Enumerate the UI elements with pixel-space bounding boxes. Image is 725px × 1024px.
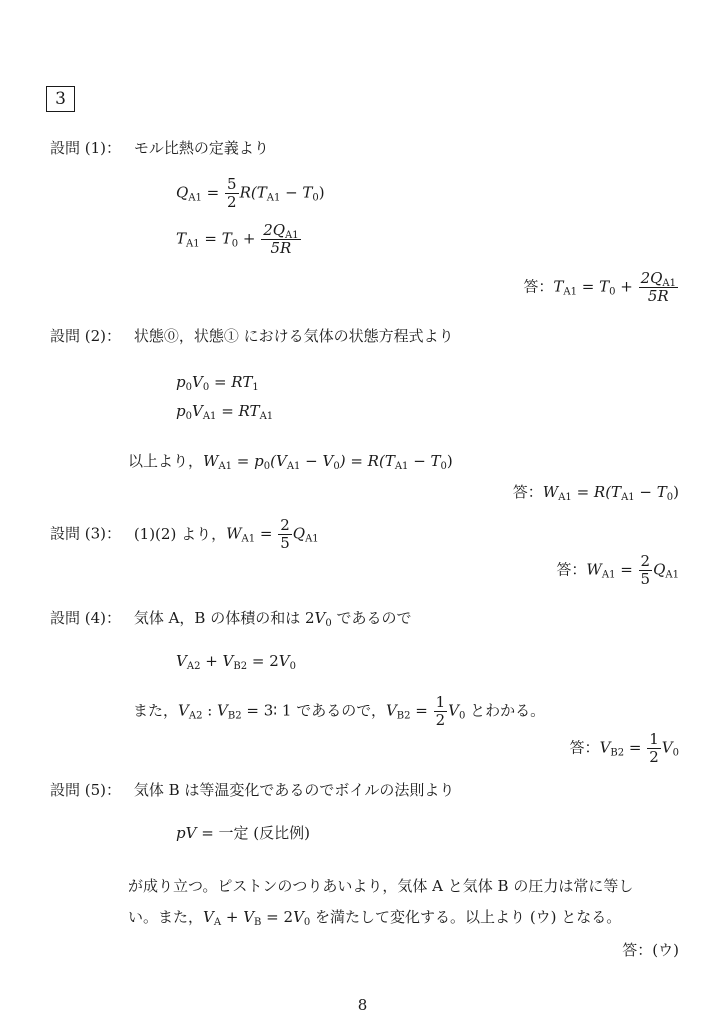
q1-eq2-sub: A1 (186, 238, 200, 250)
q4-line-v0-sub: 0 (459, 710, 466, 722)
q1-eq2-plus: + (238, 229, 261, 248)
q2-answer-w: W (542, 483, 559, 501)
q3-line (50, 517, 319, 552)
q3-answer-eq: = (615, 560, 638, 579)
q3-answer-fraction (639, 553, 653, 588)
q2-conclusion-eq: = p (232, 452, 264, 470)
q5-eq-rest: = 一定 (反比例) (196, 824, 311, 842)
q4-eq-rhs-sub: 0 (289, 661, 296, 672)
page-number (0, 996, 725, 1014)
q2-eq2-rhs: = RT (216, 402, 260, 420)
q5-para2-plus: + (221, 908, 244, 926)
q2-answer-eq-sub: A1 (621, 492, 635, 503)
q5-paragraph (128, 871, 683, 933)
q1-answer-fraction (639, 270, 678, 305)
q4-equation (176, 651, 296, 671)
q1-eq2-num-text: 2Q (263, 221, 286, 239)
q1-eq1-sub: A1 (188, 192, 202, 204)
q3-w: W (226, 524, 242, 543)
q2-answer-t: − T (634, 483, 667, 501)
q4-line (133, 694, 545, 729)
q3-fraction (278, 517, 292, 552)
q4-eq-vb: V (222, 652, 234, 670)
q3-q: Q (292, 524, 306, 543)
q1-eq2-lhs: T (176, 229, 187, 248)
problem-number: 3 (55, 89, 66, 109)
q4-line-v0: V (448, 701, 460, 720)
q1-answer-num (639, 270, 678, 287)
q4-eq-rhs: = 2 (247, 652, 279, 670)
q2-answer-prefix: 答： (512, 483, 543, 501)
q3-num: 2 (280, 516, 290, 534)
q5-para2-v0-sub: 0 (303, 917, 311, 928)
q1-eq2-fraction (261, 222, 300, 257)
q1-eq1-lhs: Q (176, 183, 189, 202)
q2-conclusion (128, 451, 453, 471)
q2-eq1-p: p (176, 373, 186, 391)
q4-line-den: 2 (435, 711, 446, 729)
q2-heading (50, 325, 454, 346)
q4-intro-a: 気体 A，B の体積の和は 2 (133, 609, 315, 627)
q4-answer-fraction (647, 731, 661, 766)
q2-conclusion-v2-sub: 0 (333, 461, 340, 472)
q4-label: 設問 (4)： (50, 609, 122, 627)
q5-eq-pv: pV (176, 824, 197, 842)
q1-label: 設問 (1)： (50, 139, 122, 157)
q2-answer-close: ) (673, 483, 679, 501)
q1-eq2-den: 5R (261, 239, 300, 257)
q1-eq1-fraction (225, 176, 239, 211)
q2-conclusion-text: 以上より， (128, 452, 204, 470)
q3-answer-prefix: 答： (556, 560, 587, 579)
q2-eq2-p-sub: 0 (185, 411, 192, 422)
q1-answer-mid-sub: 0 (609, 286, 616, 298)
q2-eq2-v: V (191, 402, 203, 420)
q2-conclusion-w: W (203, 452, 219, 470)
q2-eq1-v: V (191, 373, 203, 391)
q2-equation-1 (176, 372, 259, 392)
q2-answer-t-sub: 0 (666, 492, 674, 503)
q4-answer-v: V (599, 738, 611, 757)
q2-answer-eq: = R(T (571, 483, 622, 501)
q5-intro: 気体 B は等温変化であるのでボイルの法則より (133, 781, 455, 799)
q4-line-ratio: = 3∶ 1 であるので， (241, 701, 386, 720)
q2-conclusion-t-sub: 0 (440, 461, 447, 472)
q1-eq1-close: ) (318, 183, 325, 202)
q5-answer (622, 940, 679, 960)
q4-line-tail: とわかる。 (465, 701, 546, 720)
q2-conclusion-close: ) (446, 452, 453, 470)
q1-answer-sub: A1 (563, 286, 577, 298)
q4-answer-eq: = (624, 738, 647, 757)
q5-para2-tail: を満たして変化する。以上より (ウ) となる。 (310, 908, 622, 926)
q5-answer-text: 答：(ウ) (622, 941, 679, 959)
q4-line-vb: V (217, 701, 228, 720)
q2-eq1-v-sub: 0 (202, 382, 210, 393)
q3-answer-q: Q (653, 560, 666, 579)
q3-answer-w-sub: A1 (601, 569, 616, 581)
q1-eq2-num (261, 222, 300, 239)
q4-eq-vb-sub: B2 (233, 661, 248, 672)
q1-eq2-mid-sub: 0 (231, 238, 239, 250)
q3-answer-num: 2 (640, 552, 651, 570)
q2-conclusion-r-sub: A1 (394, 461, 409, 472)
q4-line-vb-sub: B2 (227, 710, 242, 722)
q1-eq1-equals: = (201, 183, 225, 202)
q5-heading (50, 779, 454, 800)
q4-answer-v0-sub: 0 (672, 747, 679, 759)
problem-number-box (46, 86, 75, 112)
q4-heading (50, 607, 412, 628)
q3-den: 5 (280, 534, 290, 552)
q4-line-vb2-sub: B2 (396, 710, 411, 722)
q1-answer (523, 270, 679, 305)
q2-eq2-p: p (176, 402, 186, 420)
q3-answer (556, 553, 679, 588)
q4-answer-num: 1 (649, 730, 659, 748)
q5-para-line-1: が成り立つ。ピストンのつりあいより，気体 A と気体 B の圧力は常に等し (128, 877, 634, 895)
q1-answer-num-sub: A1 (662, 278, 676, 289)
q2-conclusion-v1: (V (270, 452, 287, 470)
q5-para2-va: V (203, 908, 214, 926)
q5-para2-vb: V (243, 908, 255, 926)
q4-answer-v0: V (661, 738, 673, 757)
q4-line-vb2: V (385, 701, 397, 720)
q2-intro: 状態⓪，状態① における気体の状態方程式より (133, 327, 454, 345)
q3-answer-q-sub: A1 (665, 569, 679, 581)
q2-conclusion-p-sub: 0 (263, 461, 271, 472)
q1-eq1-tail: − T (280, 183, 313, 202)
q1-heading (50, 137, 269, 158)
q4-intro-v-sub: 0 (325, 618, 332, 629)
page-number-text: 8 (357, 996, 368, 1014)
q4-line-fraction (434, 694, 448, 729)
q5-para2-vb-sub: B (254, 917, 262, 928)
q3-label: 設問 (3)： (50, 524, 122, 543)
q4-answer-v-sub: B2 (610, 747, 625, 759)
q2-eq2-v-sub: A1 (202, 411, 217, 422)
q2-answer-w-sub: A1 (558, 492, 572, 503)
q2-conclusion-t: − T (408, 452, 441, 470)
q5-label: 設問 (5)： (50, 781, 122, 799)
q2-conclusion-v2: − V (300, 452, 334, 470)
q1-intro: モル比熱の定義より (133, 139, 269, 157)
q2-label: 設問 (2)： (50, 327, 122, 345)
q3-intro: (1)(2) より， (133, 524, 227, 543)
q1-answer-lhs: T (553, 277, 564, 296)
q5-para2-a: い。また， (128, 908, 204, 926)
q5-para2-v0: V (293, 908, 304, 926)
q3-q-sub: A1 (305, 533, 319, 545)
q2-equation-2 (176, 401, 273, 421)
q1-eq2-num-sub: A1 (285, 230, 299, 241)
q1-eq2-mid: = T (199, 229, 232, 248)
q4-eq-plus: + (200, 652, 223, 670)
q4-eq-va: V (176, 652, 187, 670)
q4-intro-b: であるので (331, 609, 412, 627)
q5-para2-eq: = 2 (261, 908, 294, 926)
q5-para-line-2 (128, 902, 683, 933)
q3-w-sub: A1 (241, 533, 256, 545)
q2-answer (513, 482, 679, 502)
q4-line-va: V (178, 701, 189, 720)
q4-eq-va-sub: A2 (186, 661, 201, 672)
q1-answer-den: 5R (639, 287, 678, 305)
q1-equation-1 (176, 176, 325, 211)
q2-eq2-rhs-sub: A1 (259, 411, 274, 422)
q1-answer-plus: + (615, 277, 638, 296)
q1-eq1-rhs: R(T (239, 183, 267, 202)
q4-answer-prefix: 答： (569, 738, 600, 757)
q4-answer (570, 731, 679, 766)
q1-eq1-den: 2 (227, 193, 237, 211)
q5-para2-va-sub: A (213, 917, 222, 928)
q4-answer-den: 2 (649, 748, 659, 766)
q4-intro-v: V (314, 609, 326, 627)
q3-answer-den: 5 (640, 570, 651, 588)
q1-answer-mid: = T (576, 277, 610, 296)
q1-eq1-rhs-sub: A1 (266, 192, 281, 204)
q4-line-va-sub: A2 (188, 710, 203, 722)
q1-answer-num-text: 2Q (640, 269, 663, 287)
q4-line-eq: = (410, 701, 433, 720)
q4-line-num: 1 (435, 693, 446, 711)
q2-eq1-rhs: = RT (209, 373, 253, 391)
q2-eq1-rhs-sub: 1 (252, 382, 259, 393)
q4-line-colon: : (202, 701, 218, 720)
q1-eq1-num: 5 (227, 175, 237, 193)
q5-equation (176, 823, 310, 843)
q2-conclusion-v1-sub: A1 (286, 461, 301, 472)
q2-conclusion-r: ) = R(T (339, 452, 395, 470)
q1-equation-2 (176, 222, 302, 257)
q3-eq: = (255, 524, 278, 543)
q2-conclusion-w-sub: A1 (218, 461, 233, 472)
q3-answer-w: W (586, 560, 602, 579)
q2-eq1-p-sub: 0 (185, 382, 192, 393)
q4-line-a: また， (133, 701, 179, 720)
q4-eq-rhs-v: V (278, 652, 290, 670)
q1-answer-prefix: 答： (523, 277, 554, 296)
q1-eq1-tail-sub: 0 (312, 192, 319, 204)
